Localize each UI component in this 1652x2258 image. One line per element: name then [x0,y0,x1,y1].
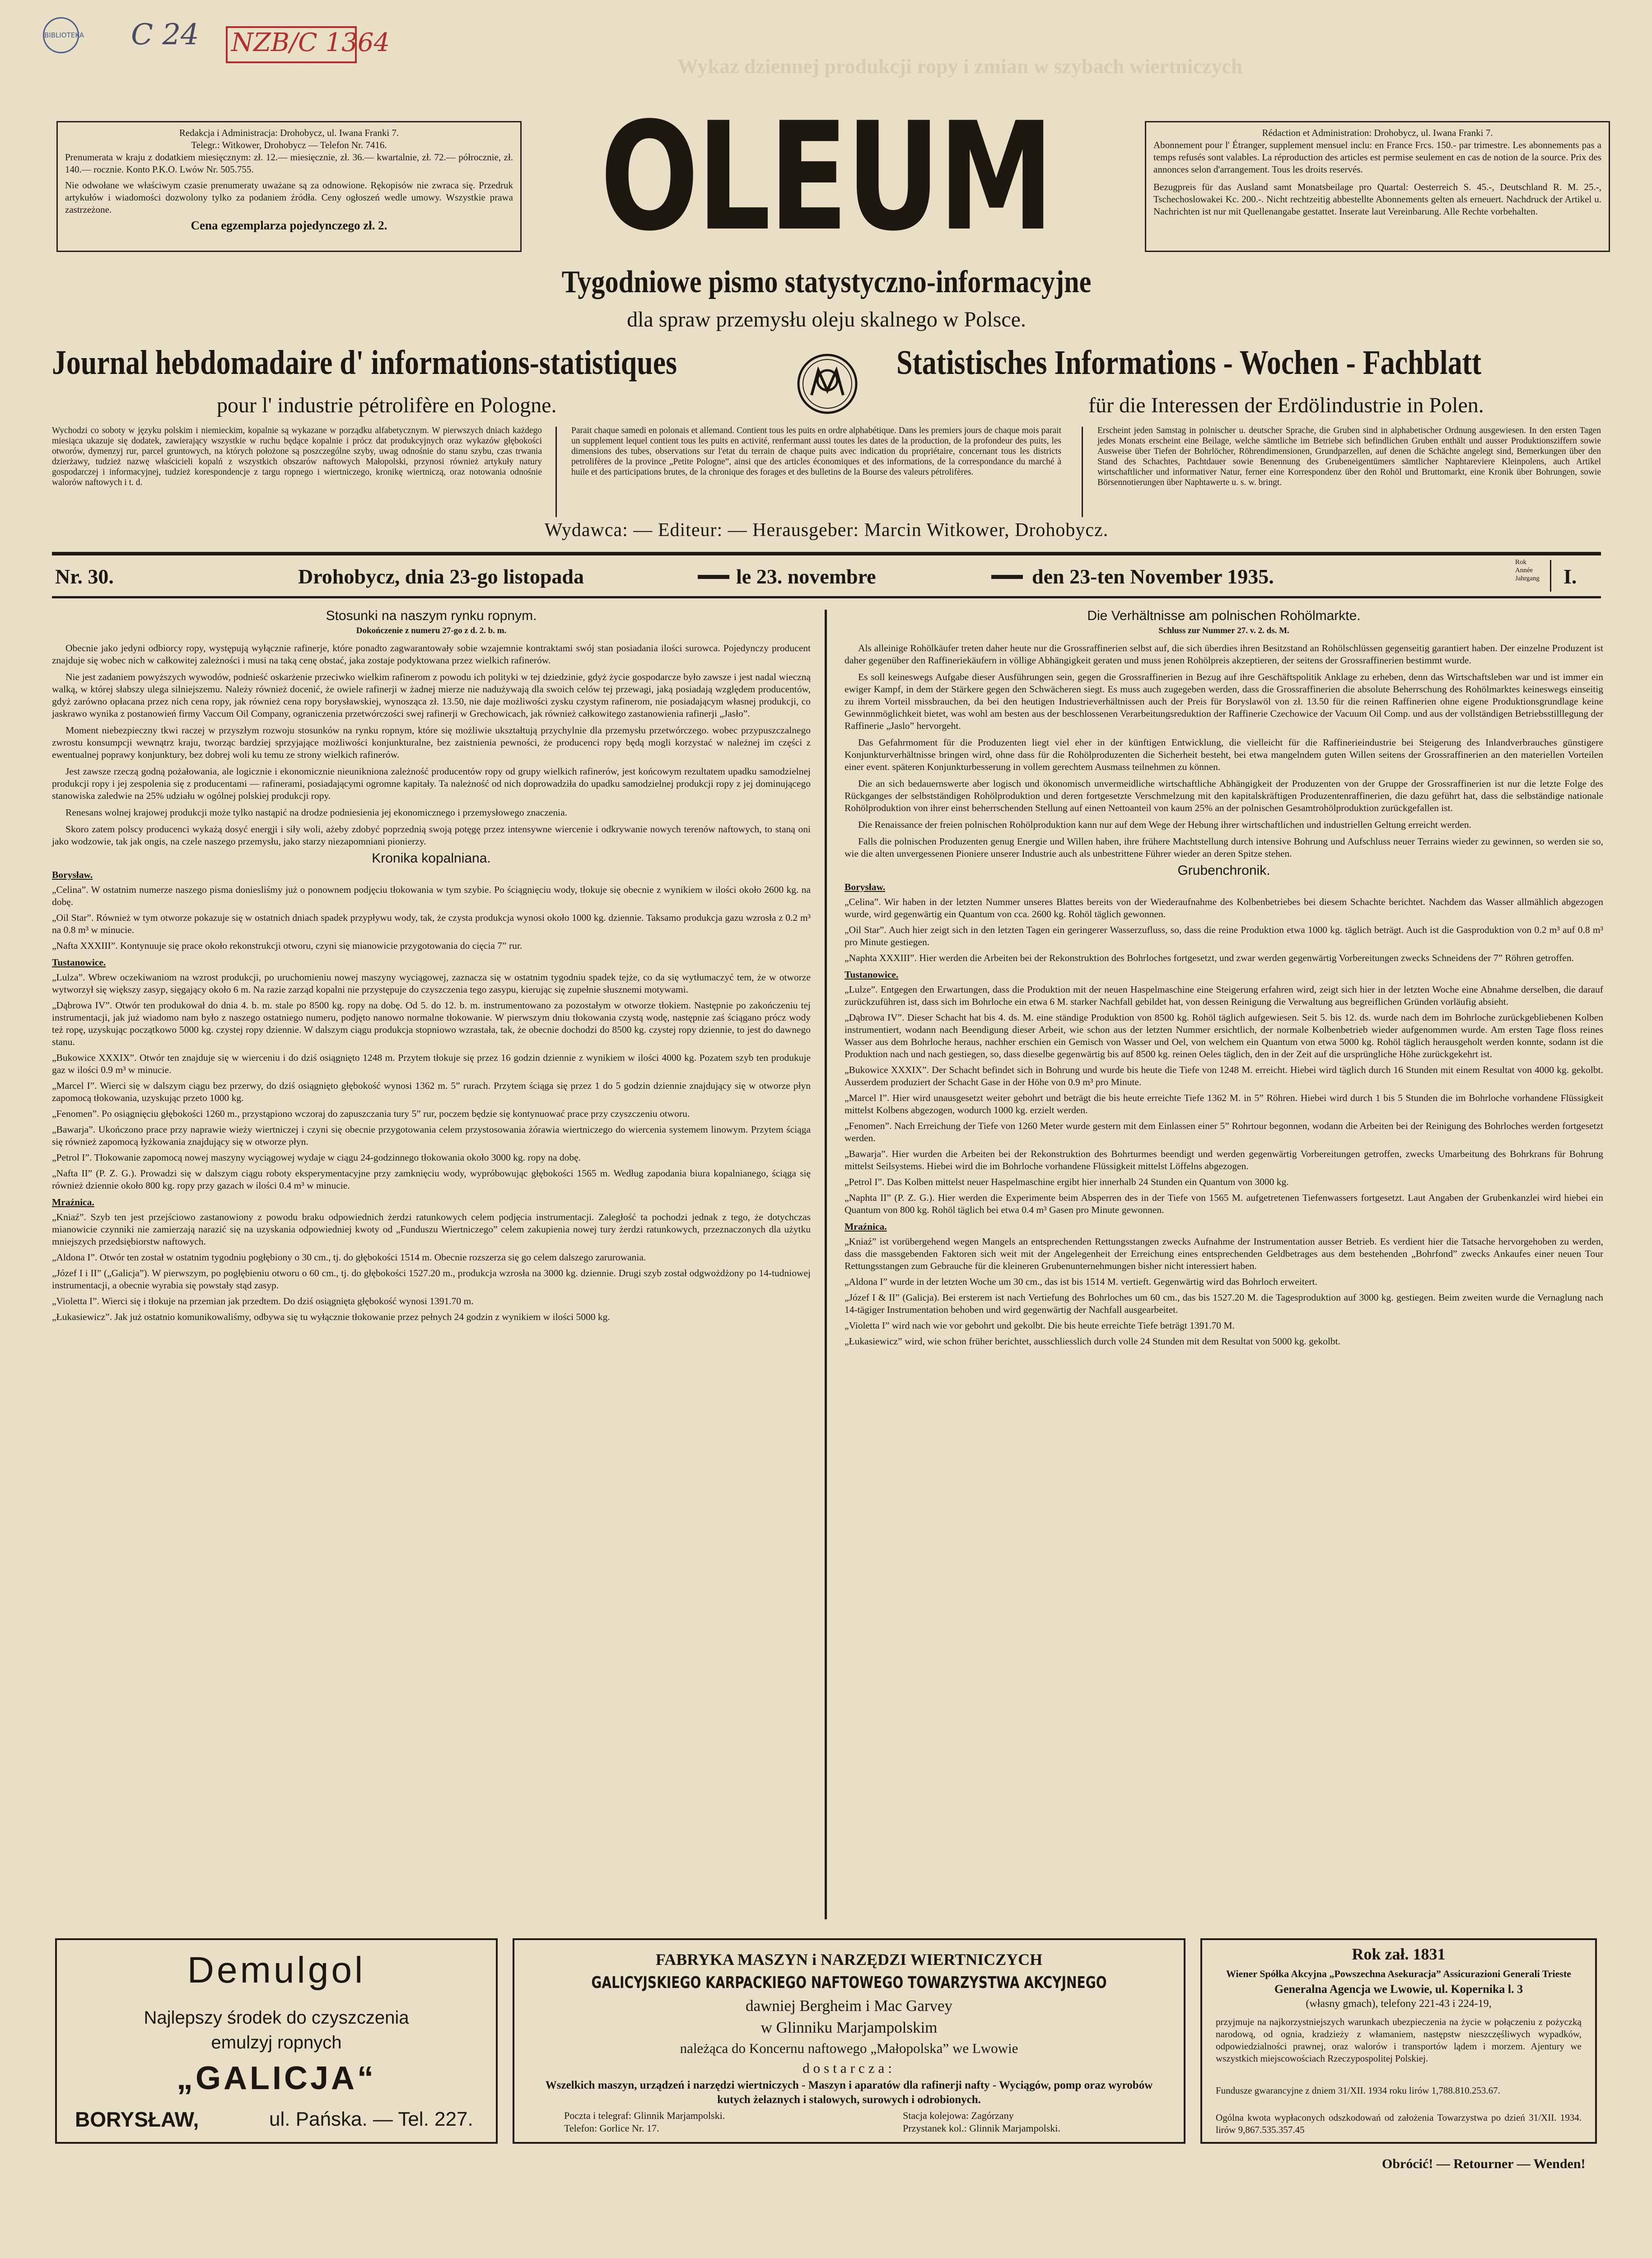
subtitle-fr-2: pour l' industrie pétrolifère en Pologne. [217,393,557,417]
ad-demulgol: Demulgol Najlepszy środek do czyszczenia emulzyj ropnych „GALICJA“ BORYSŁAW, ul. Pańska. — Tel. 227. [55,1938,498,2144]
oleum-emblem-icon [796,352,859,415]
masthead-title: OLEUM [600,90,1052,264]
bleed-through-text: Wykaz dziennej produkcji ropy i zmian w szybach wiertniczych [677,55,1243,78]
right-column: Die Verhältnisse am polnischen Rohölmarkte. Schluss zur Nummer 27. v. 2. ds. M. Als alleinige Rohölkäufer treten daher heute nur die Grossraffinerien selbst auf, die sich überdies ihren Besitzstand an Rohölschlüssen gegenseitig garantiert haben. Der einzelne Produzent ist daher gegenüber den Raffineriekäufern in völlige Abhängigkeit geraten und muss jenen Rohölpreis akzeptieren, der seitens der Grossraffinerien bestimmt wurde. Es soll keineswegs Aufgabe dieser Ausführungen sein, gegen die Grossraffinerien in Bezug auf ihre Geschäftspolitik Anklage zu erheben, denn das Wirtschaftsleben war und ist immer ein ewiger Kampf, in dem der Stärkere gegen den Schwächeren siegt. Es muss auch zugegeben werden, dass die Grossraffinerien die absolute Beherrschung des Rohölmarktes keineswegs einseitig zu ihrem Vorteil missbrauchen, da bei den heutigen Industrieverhältnissen auch der Preis für Boryslawöl von zł. 13.50 für die reinen Raffinerien ohne eigene Produktionsgrundlage keine Gewinnmöglichkeit bietet, was wohl am besten aus der beschlossenen Verarbeitungsreduktion der Raffinerie Czechowice der Vacuum Oil Comp. und aus der vollständigen Betriebsstilllegung der Raffinerie „Jaslo” hervorgeht. Das Gefahrmoment für die Produzenten liegt viel eher in der künftigen Entwicklung, die vielleicht für die Raffinerieindustrie bei Steigerung des Inlandverbrauches günstigere Konjunkturverhältnisse bringen wird, ohne dass für die Rohölproduzenten die Sicherheit besteht, bei etwa mangelndem guten Willen seitens der Grossraffinerien an den materiellen Vorteilen einer event. späteren Konjunkturbesserung in vollem gerechtem Ausmass teilnehmen zu können. Die an sich bedauernswerte aber logisch und ökonomisch unvermeidliche wirtschaftliche Abhängigkeit der Produzenten von der Gruppe der Grossraffinerien ist nur die letzte Folge des Rückganges der selbstständigen Rohölproduktion und deren fortgesetzte Verschmelzung mit den kapitalskräftigen Produzentenraffinerien, die dazu geführt hat, dass die selbständige nationale Rohölproduktion von ihrer einst beherrschenden Stellung auf einen Nettoanteil von kaum 25% an der polnischen Gesamtrohölproduktion zurückgefallen ist. Die Renaissance der freien polnischen Rohölproduktion kann nur auf dem Wege der Hebung ihrer wirtschaftlichen und industriellen Geltung erreicht werden. Falls die polnischen Produzenten genug Energie und Willen haben, ihre frühere Machtstellung durch intensive Bohrung und Aufschluss neuer Terrains wieder zu gewinnen, so werden sie so, wie die alten unvergessenen Pioniere unserer Industrie auch als unbestrittene Führer wieder an deren Spitze stehen. Grubenchronik. Borysław. „Celina”. Wir haben in der letzten Nummer unseres Blattes bereits von der Wiederaufnahme des Kolbenbetriebes bei diesem Schachte berichtet. Nachdem das Wasser allmählich abgezogen wurde, wird gegenwärtig ein Quantum von cca. 2600 kg. Rohöl täglich gewonnen. „Oil Star”. Auch hier zeigt sich in den letzten Tagen ein geringerer Wasserzufluss, so, dass die reine Produktion etwa 1000 kg. täglich beträgt. Auch ist die Gasproduktion von 0.2 m³ auf 0.8 m³ pro Minute gestiegen. „Naphta XXXIII”. Hier werden die Arbeiten bei der Rekonstruktion des Bohrloches fortgesetzt, und zwar werden gegenwärtig Vorbereitungen zwecks Schneidens der 7” Röhren getroffen. Tustanowice. „Lulze”. Entgegen den Erwartungen, dass die Produktion mit der neuen Haspelmaschine eine Steigerung erfahren wird, zeigt sich hier in der letzten Woche eine Abnahme derselben, die darauf zurückzuführen ist, dass sich im Bohrloche ein etwa 6 M. starker Nachfall gebildet hat, von dessen Reinigung die Verwaltung aus begreiflichen Gründen vorläufig absieht. „Dąbrowa IV”. Dieser Schacht hat bis 4. ds. M. eine ständige Produktion von 8500 kg. Rohöl täglich aufgewiesen. Seit 5. bis 12. ds. wurde nach dem im Bohrloche zurückgebliebenen Kolben instrumentiert, wodann nach Beendigung dieser Arbeit, wie schon aus der letzten Nummer ersichtlich, der normale Kolbenbetrieb wieder aufgenommen wurde. Am ersten Tage floss reines Wasser aus dem Bohrloche heraus, nachher erschien ein Gemisch von Wasser und Oel, von welchem ein Quantum von etwa 5000 kg. Rohöl täglich herausgeholt werden konnte, sodann ist die Produktion nach und nach gestiegen, so, dass dieselbe gegenwärtig bis auf 8500 kg. reinen Oeles täglich, den in der Zeit auf die ursprüngliche Höhe zurückgekehrt ist. „Bukowice XXXIX”. Der Schacht befindet sich in Bohrung und wurde bis heute die Tiefe von 1248 M. erreicht. Hiebei wird täglich durch 16 Stunden mit einem Resultat von 4000 kg. gekolbt. Ausserdem produziert der Schacht Gase in der Höhe von 0.9 m³ pro Minute. „Marcel I”. Hier wird unausgesetzt weiter gebohrt und beträgt die bis heute erreichte Tiefe 1362 M. in 5” Röhren. Hiebei wird durch 1 bis 5 Stunden die im Bohrloche vorhandene Flüssigkeit mittelst Kolbens abgezogen, wodurch 1000 kg. erzielt werden. „Fenomen”. Nach Erreichung der Tiefe von 1260 Meter wurde gestern mit dem Einlassen einer 5” Rohrtour begonnen, wodann die Arbeiten bei der Reinigung des Bohrloches werden fortgesetzt werden. „Bawarja”. Hier wurden die Arbeiten bei der Rekonstruktion des Bohrturmes beendigt und werden gegenwärtig Vorbereitungen getroffen, zwecks Umarbeitung des Bohrkrans für Bohrung mittelst Seilsystems. Hiebei wird die im Bohrloche vorhandene Flüssigkeit mittelst Löffelns abgezogen. „Petrol I”. Das Kolben mittelst neuer Haspelmaschine ergibt hier innerhalb 24 Stunden ein Quantum von 3000 kg. „Naphta II” (P. Z. G.). Hier werden die Experimente beim Absperren des in der Tiefe von 1565 M. aufgetretenen Tiefenwassers fortgesetzt. Laut Angaben der Grubenkanzlei wird hiebei ein Quantum von 800 kg. Rohöl täglich bei etwa 0.4 m³ Gasen pro Minute gewonnen. Mraźnica. „Kniaź” ist vorübergehend wegen Mangels an entsprechenden Rettungsstangen zwecks Aufnahme der Instrumentation ausser Betrieb. Es verdient hier die Tatsache hervorgehoben zu werden, dass die massgebenden Faktoren sich weit mit der Angelegenheit der Erreichung eines entsprechenden Geldbetrages aus dem bestehenden „Bohrfond” zwecks Ankaufes einer neuen Tour Rettungsstangen zum Gebrauche für die kleineren Grubenunternehmungen bisher nicht interessiert haben. „Aldona I” wurde in der letzten Woche um 30 cm., das ist bis 1514 M. vertieft. Gegenwärtig wird das Bohrloch erweitert. „Józef I & II” (Galicja). Bei ersterem ist nach Vertiefung des Bohrloches um 60 cm., das bis 1527.20 M. die Tagesproduktion auf 3000 kg. gestiegen. Beim zweiten wurde die Vernaglung nach 14-tägiger Instrumentation behoben und wird gegenwärtig der Nachfall ausgearbeitet. „Violetta I” wird nach wie vor gebohrt und gekolbt. Die bis heute erreichte Tiefe beträgt 1391.70 M. „Łukasiewicz” wird, wie schon früher berichtet, ausschliesslich durch volle 24 Stunden mit dem Resultat von 5000 kg. gekolbt. [845,608,1603,1347]
single-copy-price: Cena egzemplarza pojedynczego zł. 2. [191,219,387,232]
subscription-box-pl: Redakcja i Administracja: Drohobycz, ul. Iwana Franki 7. Telegr.: Witkower, Drohobycz — Telefon Nr. 7416. Prenumerata w kraju z dodatkiem miesięcznym: zł. 12.— miesięcznie, zł. 36.— kwartalnie, zł. 72.— półrocznie, zł. 140.— rocznie. Konto P.K.O. Lwów Nr. 505.755. Nie odwołane we właściwym czasie prenumeraty uważane są za odnowione. Rękopisów nie zwraca się. Przedruk artykułów i wiadomości dozwolony tylko za podaniem źródła. Ceny ogłoszeń wedle umowy. Wszystkie prawa zastrzeżone. Cena egzemplarza pojedynczego zł. 2. [56,121,522,252]
subtitle-pl-2: dla spraw przemysłu oleju skalnego w Polsce. [627,308,1026,331]
date-fr: le 23. novembre [736,565,876,588]
date-pl: Drohobycz, dnia 23-go listopada [298,565,584,588]
shelf-mark: C 24 [131,18,199,51]
subscription-box-fr-de: Rédaction et Administration: Drohobycz, ul. Iwana Franki 7. Abonnement pour l' Étranger, supplement mensuel inclu: en France Frcs. 150.- par trimestre. Les abonnements pas a temps refusés sont valables. La réproduction des articles est permise seulement en cas de notion de la source. Prix des annonces selon d'arrangement. Tous les droits reservés. Bezugpreis für das Ausland samt Monatsbeilage pro Quartal: Oesterreich S. 45.-, Deutschland R. M. 25.-, Tschechoslowakei Kc. 200.-. Nicht rechtzeitig abbestellte Abonnements gelten als erneuert. Nachdruck der Artikel u. Nachrichten ist nur mit Quellenangabe gestattet. Inserate laut Vereinbarung. Alle Rechte vorbehalten. [1145,121,1610,252]
masthead-wrapper [510,90,1142,262]
subtitle-pl: Tygodniowe pismo statystyczno-informacyjne [561,265,1092,299]
publisher: Wydawca: — Editeur: — Herausgeber: Marcin Witkower, Drohobycz. [544,520,1109,541]
ad-glinnik-factory: FABRYKA MASZYN i NARZĘDZI WIERTNICZYCH GALICYJSKIEGO KARPACKIEGO NAFTOWEGO TOWARZYSTWA AKCYJNEGO dawniej Bergheim i Mac Garvey w Glinniku Marjampolskim należąca do Koncernu naftowego „Małopolska” we Lwowie dostarcza: Wszelkich maszyn, urządzeń i narzędzi wiertniczych - Maszyn i aparatów dla rafinerji nafty - Wyciągów, pomp oraz wyrobów kutych żelaznych i stalowych, surowych i odrobionych. Poczta i telegraf: Glinnik Marjampolski. Telefon: Gorlice Nr. 17. Stacja kolejowa: Zagórzany Przystanek kol.: Glinnik Marjampolski. [513,1938,1185,2144]
intro-de: Erscheint jeden Samstag in polnischer u. deutscher Sprache, die Gruben sind in alphabetischer Ordnung ausgewiesen. In den ersten Tagen jedes Monats erscheint eine Beilage, welche sämtliche im Betriebe sich befindlichen Gruben enthält und ausser Produktionsziffern sowie Ausweise über Tiefen der Bohrlöcher, Röhrendimensionen, Grundparzellen, auf denen die Schächte angelegt sind, Bemerkungen über den Stand des Schachtes, Pachtdauer sowie Benennung des Grubeneigentümers sämtlicher Naphtareviere Kleinpolens, auch Artikel wirtschaftlicher und informativer Natur, ferner eine Korrespondenz über den Rohöl und Bruttomarkt, eine Kronik über Bohrungen, sowie Börsennotierungen über Naphtawerte u. s. w. bringt. [1097,426,1601,487]
intro-fr: Parait chaque samedi en polonais et allemand. Contient tous les puits en ordre alphabétique. Dans les premiers jours de chaque mois parait un supplement lequel contient tous les puits en activité, renfermant aussi toutes les dates de la production, de la profondeur des puits, les dimensions des tubes, observations sur l'etat du terrain de chaque puits avec indication du propriétaire, concernant tous les districts petrolifères de la province „Petite Pologne”, ainsi que des articles économiques et des informations, de la correspondance du marché à huile et des participations brutes, de la chronique des forages et des bulletins de la Bourse des valeurs pétrolifères. [571,426,1061,477]
chronicle-title-pl: Kronika kopalniana. [372,851,491,866]
article-title-pl: Stosunki na naszym rynku ropnym. [326,608,537,623]
turn-over-note: Obrócić! — Retourner — Wenden! [1382,2156,1586,2171]
year-labels: Rok Année Jahrgang [1515,559,1540,582]
intro-pl: Wychodzi co soboty w języku polskim i niemieckim, kopalnie są wykazane w porządku alfabetycznym. W pierwszych dniach każdego miesiąca ukazuje się dodatek, zawierający wszystkie w ruchu będące kopalnie i prócz dat produkcyjnych oraz wykazów głębokości otworów, dymenzyj rur, parcel gruntowych, na których położone są poszczególne szyby, uwag odnośnie do stanu szybu, czas trwania dzierżawy, tudzież nazwę właścicieli kopalń z wszystkich obszarów naftowych Małopolski, przynosi również artykuły natury gospodarczej i informacyjnej, tudzież korespondencje z targu ropnego i wiertniczego, kronikę wiertniczą, oraz notowania odnośnie walorów naftowych i t. d. [52,426,542,487]
subtitle-de: Statistisches Informations - Wochen - Fachblatt [896,344,1482,382]
subtitle-fr: Journal hebdomadaire d' informations-statistiques [52,344,677,382]
catalog-number: NZB/C 1364 [231,28,390,57]
volume-number: I. [1563,565,1577,588]
article-title-de: Die Verhältnisse am polnischen Rohölmarkte. [1087,608,1361,623]
date-de: den 23-ten November 1935. [1032,565,1274,588]
ad-generali: Rok zał. 1831 Wiener Spółka Akcyjna „Powszechna Asekuracja” Assicurazioni Generali Trieste Generalna Agencja we Lwowie, ul. Kopernika l. 3 (własny gmach), telefony 221-43 i 224-19, przyjmuje na najkorzystniejszych warunkach ubezpieczenia na życie w połączeniu z pożyczką narodową, od ognia, kradzieży z włamaniem, następstw nieszczęśliwych wypadków, odpowiedzialności prawnej, oraz walorów i transportów lądem i morzem. Ajentury we wszystkich miejscowościach Rzeczypospolitej Polskiej. Fundusze gwarancyjne z dniem 31/XII. 1934 roku lirów 1,788.810.253.67. Ogólna kwota wypłaconych odszkodowań od założenia Towarzystwa po dzień 31/XII. 1934. lirów 9,867.535.357.45 [1200,1938,1597,2144]
subtitle-de-2: für die Interessen der Erdölindustrie in Polen. [1088,393,1484,417]
issue-number: Nr. 30. [55,565,114,588]
left-column: Stosunki na naszym rynku ropnym. Dokończenie z numeru 27-go z d. 2. b. m. Obecnie jako jedyni odbiorcy ropy, występują wyłącznie rafinerje, które ponadto zagwarantowały sobie wzajemnie kontraktami swój stan posiadania ilości surowca. Pojedynczy producent znajduje się wobec nich w całkowitej zależności i musi na taką cenę obstać, jaka zostaje podyktowana przez wielkich rafinerów. Nie jest zadaniem powyższych wywodów, podnieść oskarżenie przeciwko wielkim rafinerom z powodu ich polityki w tej dziedzinie, gdyż życie gospodarcze było zawsze i jest nadal wieczną walką, w której słabszy ulega silniejszemu. Należy również docenić, że owiele rafinerji w żadnej mierze nie nadużywają dla swoich celów tej przewagi, jaką posiadają względem producentów, gdyż zarówno opłacana przez nich cena ropy, jak również cena ropy borysławskiej, wynosząca zł. 13.50, nie daje możliwości zysku czystym rafinerom, nie posiadającym własnej produkcji, co jaskrawo wynika z postanowień firmy Vaccum Oil Company, ograniczenia przetwórczości swej rafinerji w Grechowicach, jak również całkowitego zastanowienia rafinerji „Jasło”. Moment niebezpieczny tkwi raczej w przyszłym rozwoju stosunków na rynku ropnym, które się możliwie ukształtują przychylnie dla przemysłu przetwórczego. wobec przypuszczalnego zwrostu konsumpcji wewnątrz kraju, tworząc bardziej sprzyjające możliwości konjunkturalne, bez zaistnienia pewności, że producenci ropy będą mogli korzystać w należnej im części z ewentualnej poprawy konjunktury, bez dobrej woli ku temu ze strony wielkich rafinerów. Jest zawsze rzeczą godną pożałowania, ale logicznie i ekonomicznie nieunikniona zależność producentów ropy od grupy wielkich rafinerów, jest końcowym rezultatem upadku samodzielnej produkcji ropy i jej zespolenia się z producentami — rafinerami, posiadającymi ogromne kapitały. Ta należność od nich doprowadziła do upadku samodzielnej produkcji ropy z jej dominującego stanowiska zaledwie na 25% udziału w ogólnej polskiej produkcji ropy. Renesans wolnej krajowej produkcji może tylko nastąpić na drodze podniesienia jej ekonomicznego i przemysłowego znaczenia. Skoro zatem polscy producenci wykażą dosyć energji i siły woli, ażeby zdobyć poprzednią swoją potęgę przez intensywne wiercenie i odkrywanie nowych terenów naftowych, to staną oni jako wodzowie, tak jak ongis, na czele naszego przemysłu, jako starzy niezapomniani pionierzy. Kronika kopalniana. Borysław. „Celina”. W ostatnim numerze naszego pisma doniesliśmy już o ponownem podjęciu tłokowania w tym szybie. Po ściągnięciu wody, tłokuje się obecnie z wynikiem w ilości około 2600 kg. na dobę. „Oil Star”. Również w tym otworze pokazuje się w ostatnich dniach spadek przypływu wody, tak, że czysta produkcja wynosi około 1000 kg. dziennie. Taksamo produkcja gazu wzrosła z 0.2 m³ na 0.8 m³ w minucie. „Nafta XXXIII”. Kontynuuje się prace około rekonstrukcji otworu, czyni się mianowicie przygotowania do cięcia 7” rur. Tustanowice. „Lulza”. Wbrew oczekiwaniom na wzrost produkcji, po uruchomieniu nowej maszyny wyciągowej, zaznacza się w ostatnim tygodniu spadek tejże, co da się wytłumaczyć tem, że w otworze wytworzył się większy zasyp, sięgający około 6 m. Na razie zarząd kopalni nie przystępuje do czyszczenia tego zasypu, kierując się zupełnie słusznemi motywami. „Dąbrowa IV”. Otwór ten produkował do dnia 4. b. m. stale po 8500 kg. ropy na dobę. Od 5. do 12. b. m. instrumentowano za pozostałym w otworze tłokiem. Następnie po zakończeniu tej instrumentacji, jak już wiadomo nam było z naszego ostatniego numeru, podjęto nanowo normalne tłokowanie. W pierwszym dniu tłokowania czystą wodę, następnie zaś ściągano prócz wody też ropę, uzyskując początkowo 5000 kg. czystej ropy dziennie. W dalszym ciągu produkcja stopniowo wzrastała, tak, że obecnie dochodzi do 8500 kg. czystej ropy dziennie, to jest do dawnego stanu. „Bukowice XXXIX”. Otwór ten znajduje się w wierceniu i do dziś osiągnięto 1248 m. Przytem tłokuje się przez 16 godzin dziennie z wynikiem w ilości 4000 kg. Pozatem szyb ten produkuje gaz w ilości 0.9 m³ w minucie. „Marcel I”. Wierci się w dalszym ciągu bez przerwy, do dziś osiągnięto głębokość wynosi 1362 m. 5” rurach. Przytem ściąga się przez 1 do 5 godzin dziennie znajdujący się w otworze płyn zapomocą tłokowania, uzyskując przeto 1000 kg. „Fenomen”. Po osiągnięciu głębokości 1260 m., przystąpiono wczoraj do zapuszczania tury 5” rur, poczem będzie się kontynuować prace przy czyszczeniu otworu. „Bawarja”. Ukończono prace przy naprawie wieży wiertniczej i czyni się obecnie przygotowania celem przystosowania żórawia wiertniczego do wiercenia systemem linowym. Przytem ściąga się również zapomocą łyżkowania znajdujący się w otworze płyn. „Petrol I”. Tłokowanie zapomocą nowej maszyny wyciągowej wydaje w ciągu 24-godzinnego tłokowania około 3000 kg. ropy na dobę. „Nafta II” (P. Z. G.). Prowadzi się w dalszym ciągu roboty eksperymentacyjne przy zamknięciu wody, wypróbowując głębokości 1565 m. Według zapodania biura kopalnianego, ściąga się również dziennie około 800 kg. ropy przy gazach w ilości 0.4 m³ w minucie. Mraźnica. „Kniaź”. Szyb ten jest przejściowo zastanowiony z powodu braku odpowiednich żerdzi ratunkowych celem podjęcia instrumentacji. Zaległość ta pochodzi jednak z tego, że dotychczas mianowicie czynniki nie zamierzają narazić się na uzyskania odpowiedniej kwoty od „Funduszu Wiertniczego” celem zakupienia nowej tury żerdzi ratunkowych, przeznaczonych dla użytku mniejszych przedsiębiorstw naftowych. „Aldona I”. Otwór ten został w ostatnim tygodniu pogłębiony o 30 cm., tj. do głębokości 1514 m. Obecnie rozszerza się go celem dalszego zarurowania. „Józef I i II” („Galicja”). W pierwszym, po pogłębieniu otworu o 60 cm., tj. do głębokości 1527.20 m., produkcja wzrosła na 3000 kg. dziennie. Drugi szyb został odgwożdżony po 14-tudniowej instrumentacji, a obecnie wyrabia się powstały stąd zasyp. „Violetta I”. Wierci się i tłokuje na przemian jak przedtem. Do dziś osiągnięta głębokość wynosi 1391.70 m. „Łukasiewicz”. Jak już ostatnio komunikowaliśmy, odbywa się tu wyłącznie tłokowanie przez pełnych 24 godzin z wynikiem w ilości 5000 kg. [52,608,811,1322]
library-stamp: BIBLIOTEKA [43,17,79,53]
chronicle-title-de: Grubenchronik. [1177,863,1270,878]
